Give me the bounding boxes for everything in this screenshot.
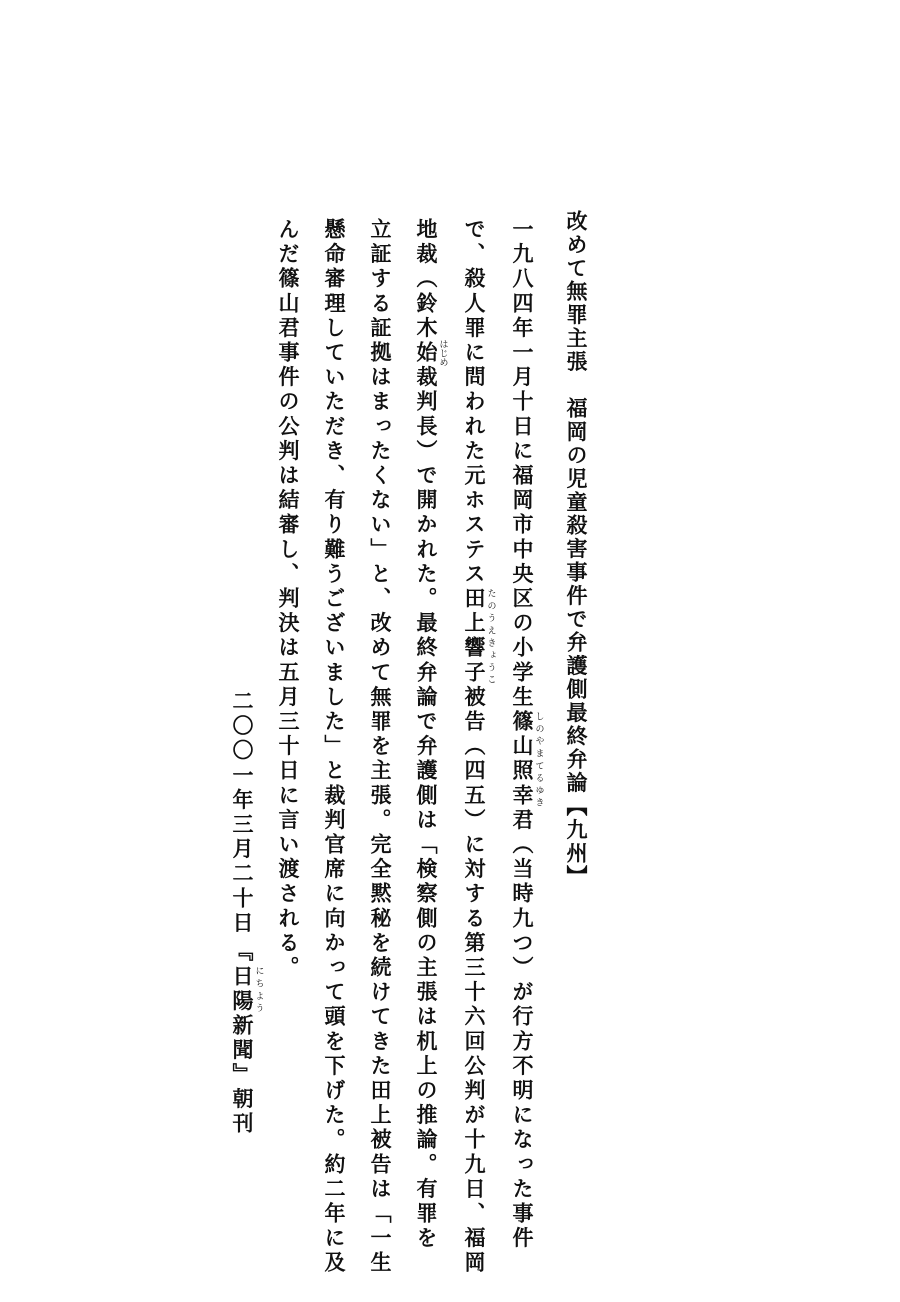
ruby-base: 篠山照幸: [510, 710, 535, 809]
ruby-base: 始: [414, 339, 439, 367]
publication-date: 二〇〇一年三月二十日: [230, 690, 255, 936]
ruby-tanoue-kyoko: [462, 587, 496, 686]
ruby-base: 田上響子: [462, 587, 487, 686]
line-2-segment-a: で、殺人罪に問われた元ホステス: [462, 218, 487, 587]
line-3-segment-b: 裁判長）で開かれた。最終弁論で弁護側は「検察側の主張は机上の推論。有罪を: [414, 365, 439, 1252]
ruby-reading: はじめ: [437, 339, 448, 367]
line-1-segment-b: 君（当時九つ）が行方不明になった事件: [510, 808, 535, 1252]
ruby-reading: にちよう: [253, 964, 264, 1014]
ruby-nichiyo: [230, 964, 264, 1014]
article-line-3: [416, 218, 448, 1251]
article-line-6: んだ篠山君事件の公判は結審し、判決は五月三十日に言い渡される。: [276, 218, 301, 981]
publication-source: [232, 940, 264, 1137]
article-line-2: [464, 218, 496, 1276]
article-line-5: 懸命審理していただき、有り難うございました」と裁判官席に向かって頭を下げた。約二年に及: [322, 218, 347, 1276]
line-3-segment-a: 地裁（鈴木: [414, 218, 439, 341]
line-1-segment-a: 一九八四年一月十日に福岡市中央区の小学生: [510, 218, 535, 710]
article-line-1: [512, 218, 544, 1251]
ruby-reading: たのうえきょうこ: [485, 587, 496, 686]
ruby-hajime: [414, 339, 448, 367]
source-open-bracket: 『: [230, 940, 255, 965]
ruby-reading: しのやまてるゆき: [533, 710, 544, 809]
article-line-4: 立証する証拠はまったくない」と、改めて無罪を主張。完全黙秘を続けてきた田上被告は「一生: [368, 218, 393, 1276]
ruby-base: 日陽: [230, 964, 255, 1014]
line-2-segment-b: 被告（四五）に対する第三十六回公判が十九日、福岡: [462, 685, 487, 1276]
ruby-shinoyama-teruyuki: [510, 710, 544, 809]
article-title: 改めて無罪主張 福岡の児童殺害事件で弁護側最終弁論【九州】: [564, 210, 589, 889]
source-rest: 新聞』朝刊: [230, 1013, 255, 1137]
